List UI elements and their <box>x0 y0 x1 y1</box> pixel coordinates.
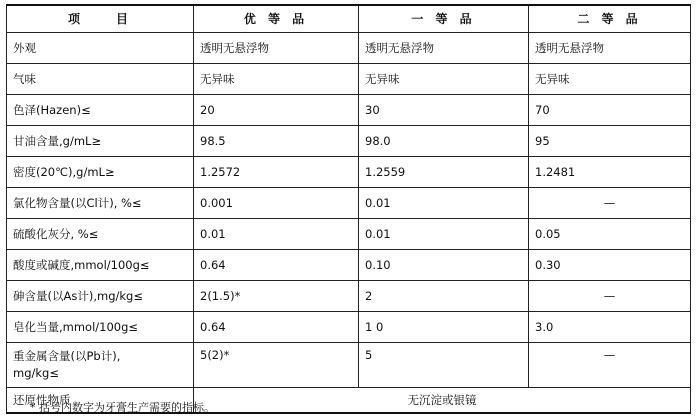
premium-value: 5(2)* <box>194 342 359 387</box>
col-header-premium: 优 等 品 <box>194 5 359 32</box>
premium-value: 0.01 <box>194 218 359 249</box>
table-row <box>7 280 691 311</box>
row-item: 还原性物质 <box>7 387 194 413</box>
row-item: 色泽(Hazen)≤ <box>7 94 194 125</box>
second-grade-value: 透明无悬浮物 <box>529 32 691 63</box>
table-row <box>7 249 691 280</box>
second-grade-value: 95 <box>529 125 691 156</box>
first-grade-value: 30 <box>359 94 529 125</box>
second-grade-value: 0.30 <box>529 249 691 280</box>
second-grade-value: 无异味 <box>529 63 691 94</box>
first-grade-value: 无异味 <box>359 63 529 94</box>
first-grade-value: 2 <box>359 280 529 311</box>
table-row <box>7 63 691 94</box>
first-grade-value: 0.10 <box>359 249 529 280</box>
header-row <box>7 5 691 32</box>
premium-value: 0.64 <box>194 311 359 342</box>
row-item: 氯化物含量(以Cl计), %≤ <box>7 187 194 218</box>
merged-value: 无沉淀或银镜 <box>194 387 691 413</box>
premium-value: 20 <box>194 94 359 125</box>
row-item: 硫酸化灰分, %≤ <box>7 218 194 249</box>
second-grade-value: 1.2481 <box>529 156 691 187</box>
table-row <box>7 218 691 249</box>
first-grade-value: 0.01 <box>359 218 529 249</box>
table-row <box>7 32 691 63</box>
row-item: 酸度或碱度,mmol/100g≤ <box>7 249 194 280</box>
row-item: 皂化当量,mmol/100g≤ <box>7 311 194 342</box>
second-grade-value: — <box>529 342 691 387</box>
row-item: 甘油含量,g/mL≥ <box>7 125 194 156</box>
table-row <box>7 125 691 156</box>
premium-value: 0.64 <box>194 249 359 280</box>
row-item: 密度(20℃),g/mL≥ <box>7 156 194 187</box>
first-grade-value: 1 0 <box>359 311 529 342</box>
premium-value: 1.2572 <box>194 156 359 187</box>
second-grade-value: — <box>529 280 691 311</box>
premium-value: 98.5 <box>194 125 359 156</box>
first-grade-value: 透明无悬浮物 <box>359 32 529 63</box>
spec-table <box>6 4 691 414</box>
table-row <box>7 342 691 387</box>
second-grade-value: 70 <box>529 94 691 125</box>
table-row <box>7 187 691 218</box>
first-grade-value: 5 <box>359 342 529 387</box>
premium-value: 2(1.5)* <box>194 280 359 311</box>
second-grade-value: — <box>529 187 691 218</box>
row-item: 外观 <box>7 32 194 63</box>
footnote: * 括号内数字为牙膏生产需要的指标。 <box>30 401 215 414</box>
col-header-item: 项 目 <box>7 5 194 32</box>
col-header-second-grade: 二 等 品 <box>529 5 691 32</box>
first-grade-value: 1.2559 <box>359 156 529 187</box>
row-item: 砷含量(以As计),mg/kg≤ <box>7 280 194 311</box>
row-item: 重金属含量(以Pb计), mg/kg≤ <box>7 342 194 387</box>
row-item: 气味 <box>7 63 194 94</box>
table-row <box>7 94 691 125</box>
second-grade-value: 3.0 <box>529 311 691 342</box>
col-header-first-grade: 一 等 品 <box>359 5 529 32</box>
table-row <box>7 156 691 187</box>
first-grade-value: 0.01 <box>359 187 529 218</box>
premium-value: 无异味 <box>194 63 359 94</box>
first-grade-value: 98.0 <box>359 125 529 156</box>
table-row <box>7 311 691 342</box>
second-grade-value: 0.05 <box>529 218 691 249</box>
premium-value: 0.001 <box>194 187 359 218</box>
premium-value: 透明无悬浮物 <box>194 32 359 63</box>
